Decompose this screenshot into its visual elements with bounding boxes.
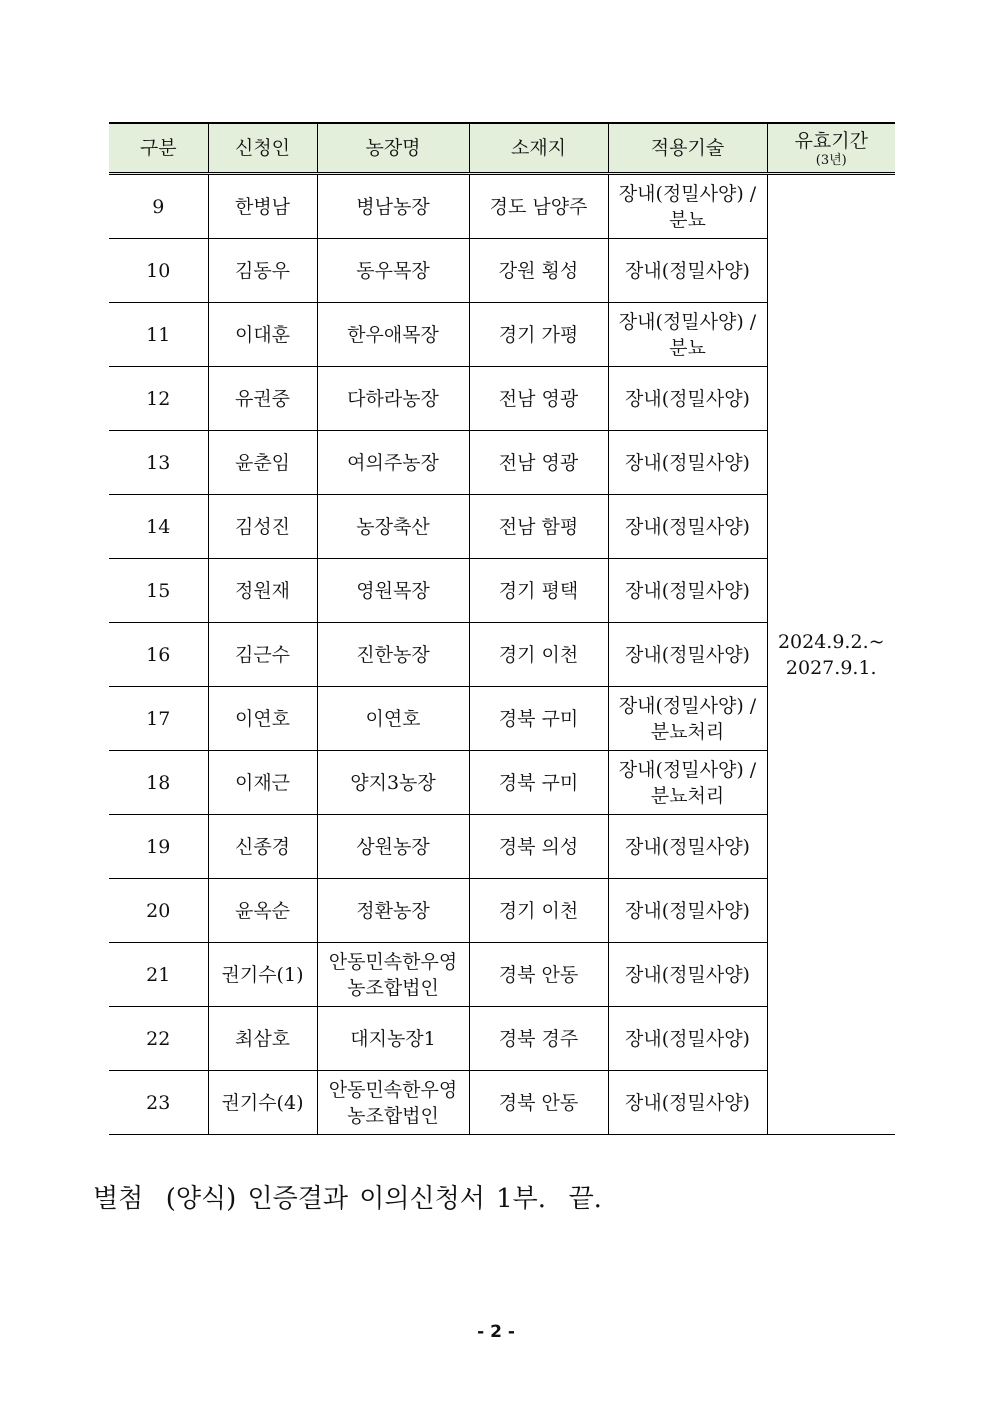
cell-applicant: 권기수(1) <box>208 943 317 1007</box>
cell-no: 10 <box>109 239 208 303</box>
cell-farm: 다하라농장 <box>317 367 469 431</box>
cell-tech: 장내(정밀사양) /분뇨 <box>608 174 767 239</box>
cell-location: 경북 안동 <box>469 1071 608 1135</box>
cell-location: 경기 평택 <box>469 559 608 623</box>
cell-tech: 장내(정밀사양) <box>608 815 767 879</box>
header-location: 소재지 <box>469 123 608 174</box>
cell-applicant: 권기수(4) <box>208 1071 317 1135</box>
header-farm: 농장명 <box>317 123 469 174</box>
cell-no: 13 <box>109 431 208 495</box>
cell-farm: 대지농장1 <box>317 1007 469 1071</box>
cell-location: 경기 이천 <box>469 623 608 687</box>
cell-tech: 장내(정밀사양) <box>608 239 767 303</box>
cell-location: 경기 가평 <box>469 303 608 367</box>
cell-farm: 정환농장 <box>317 879 469 943</box>
table-header-row <box>109 123 895 174</box>
cell-tech: 장내(정밀사양) <box>608 431 767 495</box>
cell-tech: 장내(정밀사양) /분뇨 <box>608 303 767 367</box>
cell-no: 17 <box>109 687 208 751</box>
cell-no: 9 <box>109 174 208 239</box>
cell-location: 경북 구미 <box>469 687 608 751</box>
cell-farm: 양지3농장 <box>317 751 469 815</box>
cell-location: 경기 이천 <box>469 879 608 943</box>
cell-no: 20 <box>109 879 208 943</box>
cell-applicant: 최삼호 <box>208 1007 317 1071</box>
attachment-line: 별첨 (양식) 인증결과 이의신청서 1부. 끝. <box>93 1184 602 1214</box>
cell-farm: 안동민속한우영농조합법인 <box>317 943 469 1007</box>
cell-applicant: 정원재 <box>208 559 317 623</box>
cell-validity-period: 2024.9.2.~ 2027.9.1. <box>767 174 895 1135</box>
cell-farm: 병남농장 <box>317 174 469 239</box>
cell-applicant: 이연호 <box>208 687 317 751</box>
cell-no: 11 <box>109 303 208 367</box>
cell-farm: 농장축산 <box>317 495 469 559</box>
cell-no: 16 <box>109 623 208 687</box>
cell-no: 23 <box>109 1071 208 1135</box>
cell-applicant: 유권중 <box>208 367 317 431</box>
cell-location: 경북 의성 <box>469 815 608 879</box>
cell-applicant: 윤춘임 <box>208 431 317 495</box>
cell-no: 19 <box>109 815 208 879</box>
cell-tech: 장내(정밀사양) <box>608 367 767 431</box>
cell-farm: 진한농장 <box>317 623 469 687</box>
cell-farm: 여의주농장 <box>317 431 469 495</box>
cell-tech: 장내(정밀사양) <box>608 1007 767 1071</box>
cell-farm: 동우목장 <box>317 239 469 303</box>
cell-no: 22 <box>109 1007 208 1071</box>
cell-no: 21 <box>109 943 208 1007</box>
cell-applicant: 신종경 <box>208 815 317 879</box>
cell-location: 경북 경주 <box>469 1007 608 1071</box>
cell-applicant: 김동우 <box>208 239 317 303</box>
cell-tech: 장내(정밀사양) /분뇨처리 <box>608 751 767 815</box>
cell-location: 전남 영광 <box>469 367 608 431</box>
cell-location: 경북 구미 <box>469 751 608 815</box>
cell-no: 18 <box>109 751 208 815</box>
cell-farm: 이연호 <box>317 687 469 751</box>
cell-applicant: 한병남 <box>208 174 317 239</box>
header-validity-note: (3년) <box>815 153 847 168</box>
cell-farm: 상원농장 <box>317 815 469 879</box>
cell-farm: 한우애목장 <box>317 303 469 367</box>
certification-table <box>109 122 895 1135</box>
cell-location: 경도 남양주 <box>469 174 608 239</box>
header-validity <box>767 123 895 174</box>
cell-applicant: 김성진 <box>208 495 317 559</box>
cell-tech: 장내(정밀사양) /분뇨처리 <box>608 687 767 751</box>
cell-location: 전남 영광 <box>469 431 608 495</box>
cell-applicant: 이대훈 <box>208 303 317 367</box>
table-row <box>109 174 895 239</box>
cell-tech: 장내(정밀사양) <box>608 495 767 559</box>
cell-farm: 안동민속한우영농조합법인 <box>317 1071 469 1135</box>
cell-tech: 장내(정밀사양) <box>608 559 767 623</box>
header-tech: 적용기술 <box>608 123 767 174</box>
cell-applicant: 이재근 <box>208 751 317 815</box>
cell-applicant: 윤옥순 <box>208 879 317 943</box>
header-applicant: 신청인 <box>208 123 317 174</box>
cell-tech: 장내(정밀사양) <box>608 879 767 943</box>
cell-applicant: 김근수 <box>208 623 317 687</box>
cell-tech: 장내(정밀사양) <box>608 1071 767 1135</box>
cell-no: 12 <box>109 367 208 431</box>
cell-tech: 장내(정밀사양) <box>608 943 767 1007</box>
cell-location: 전남 함평 <box>469 495 608 559</box>
cell-location: 경북 안동 <box>469 943 608 1007</box>
cell-no: 15 <box>109 559 208 623</box>
header-no: 구분 <box>109 123 208 174</box>
cell-location: 강원 횡성 <box>469 239 608 303</box>
cell-no: 14 <box>109 495 208 559</box>
cell-tech: 장내(정밀사양) <box>608 623 767 687</box>
header-validity-label: 유효기간 <box>794 130 868 152</box>
cell-farm: 영원목장 <box>317 559 469 623</box>
table-body <box>109 174 895 1135</box>
page-number: - 2 - <box>477 1322 515 1342</box>
